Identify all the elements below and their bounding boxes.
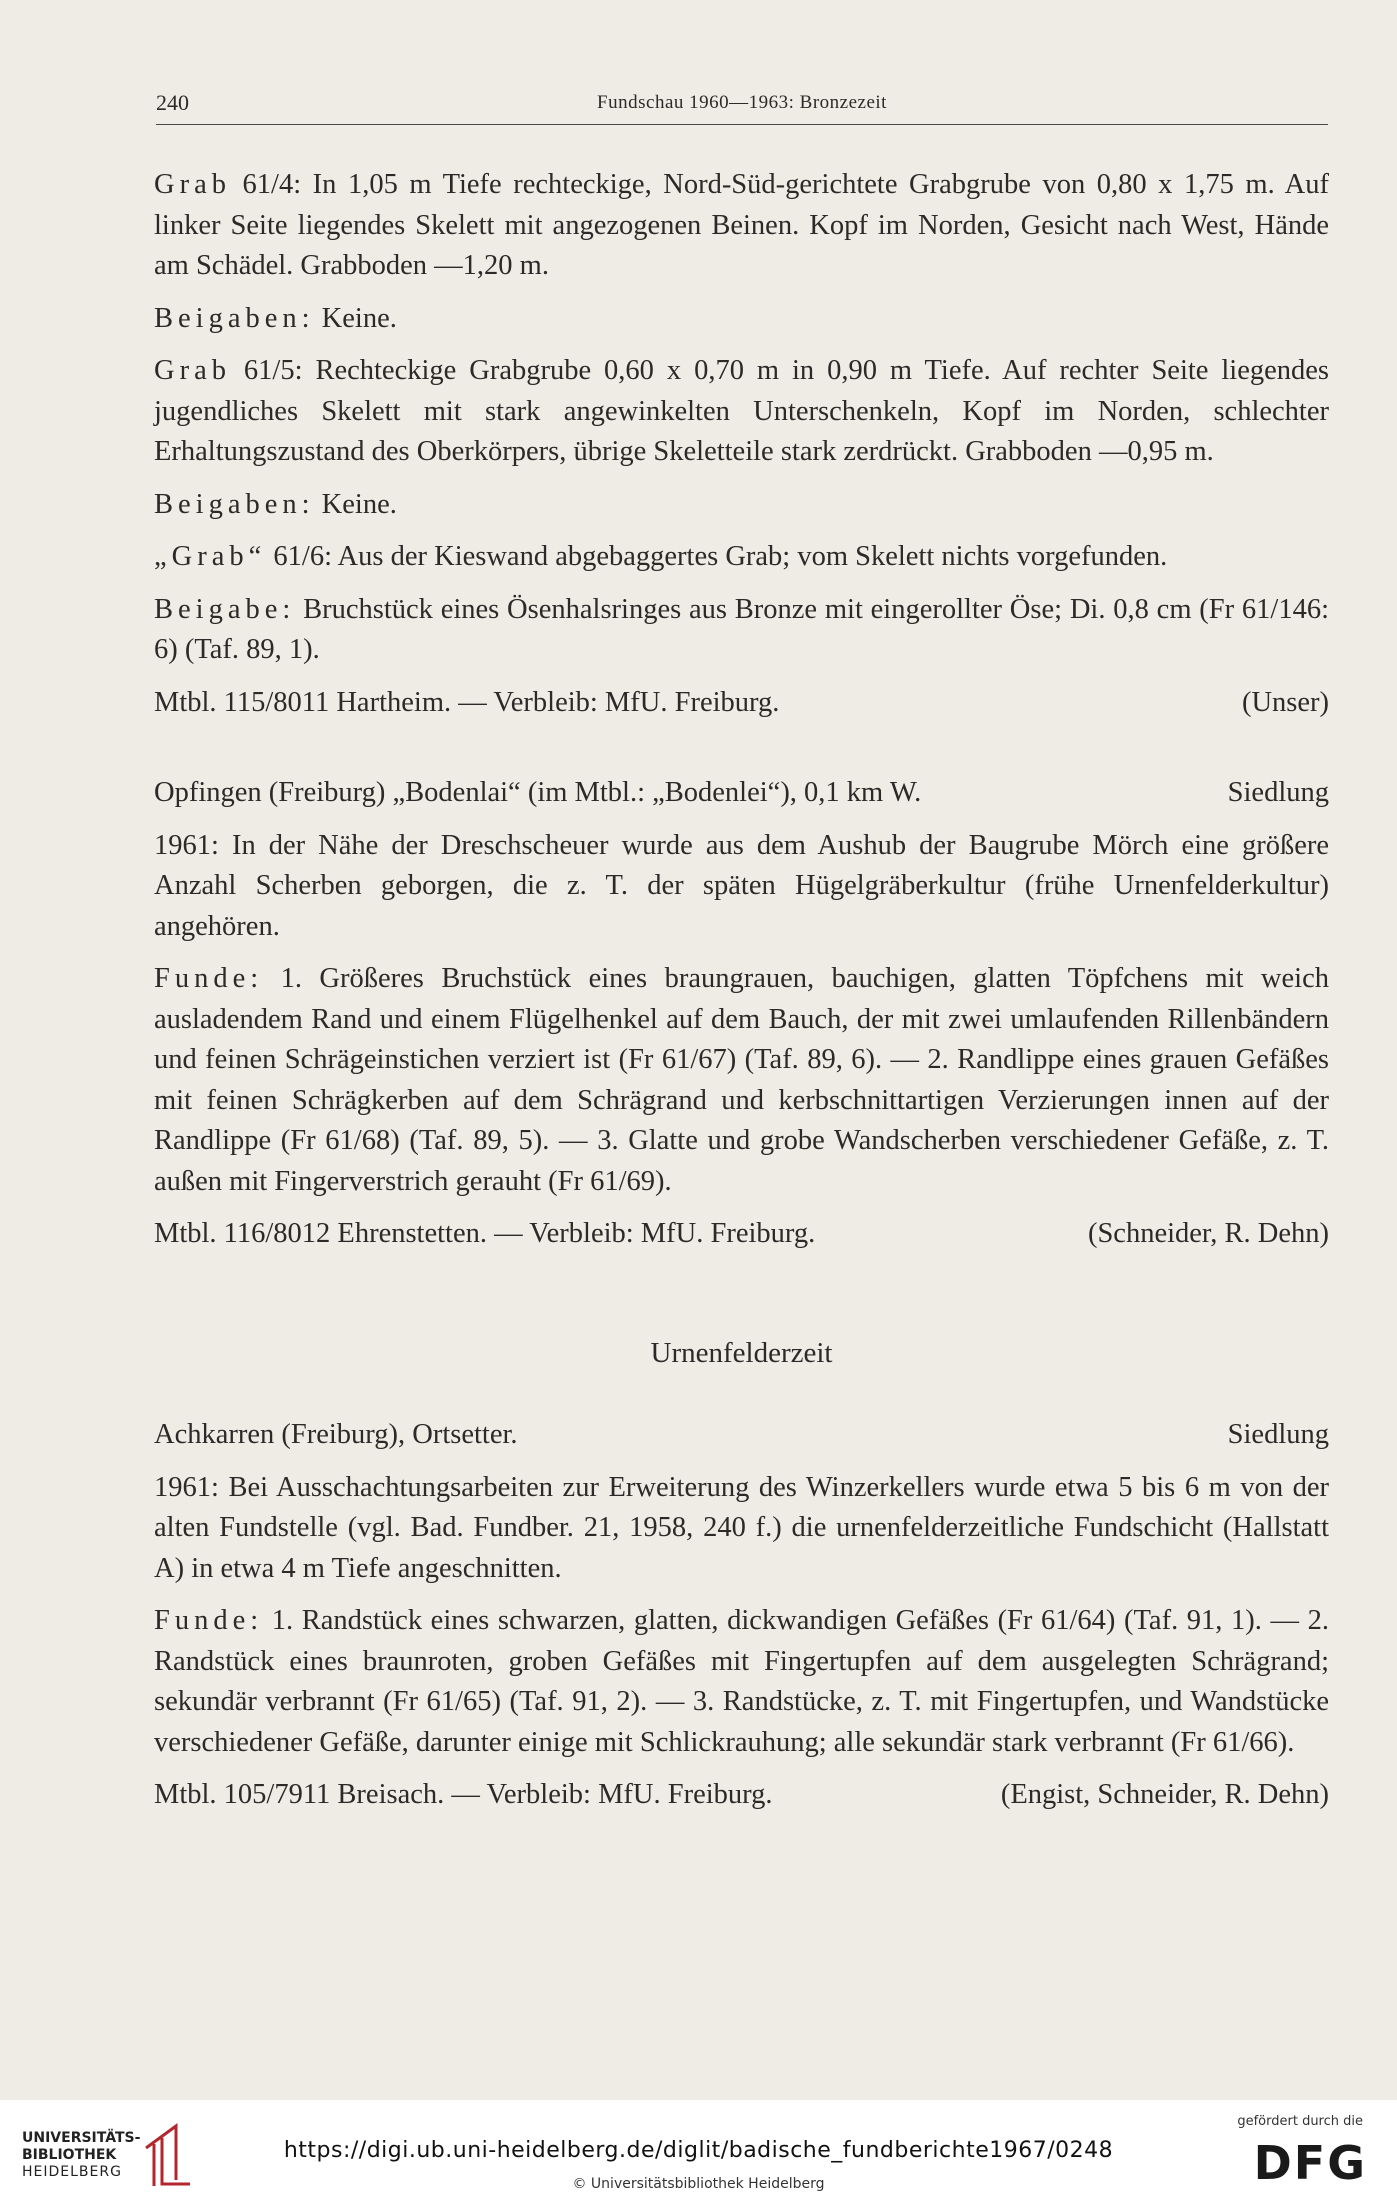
entry-label: Funde: (154, 1605, 264, 1636)
library-logo-text: UNIVERSITÄTS- BIBLIOTHEK HEIDELBERG (22, 2130, 141, 2180)
mtbl-line (154, 1775, 1329, 1816)
page-header (156, 88, 1328, 118)
paragraph-beigaben (154, 485, 1329, 526)
header-rule (156, 124, 1328, 125)
paragraph-grab-61-4 (154, 165, 1329, 287)
permalink-url[interactable]: https://digi.ub.uni-heidelberg.de/diglit/badische_fundberichte1967/0248 (283, 2138, 1114, 2163)
section-heading: Urnenfelderzeit (650, 1336, 833, 1369)
entry-text: 61/5: Rechteckige Grabgrube 0,60 x 0,70 m in 0,90 m Tiefe. Auf rechter Seite liegendes jugendliches Skelett mit stark angewinkelten Unterschenkeln, Kopf im Norden, schlechter Erhaltungszustand des Oberkörpers, übrige Skeletteile stark zerdrückt. Grabboden —0,95 m. (154, 355, 1329, 467)
site-finds (154, 1601, 1329, 1763)
paragraph-beigaben (154, 299, 1329, 340)
copyright-notice: © Universitätsbibliothek Heidelberg (572, 2176, 825, 2192)
site-report: 1961: Bei Ausschachtungsarbeiten zur Erweiterung des Winzerkellers wurde etwa 5 bis 6 m von der alten Fundstelle (vgl. Bad. Fundber. 21, 1958, 240 f.) die urnenfelderzeitliche Fundschicht (Hallstatt A) in etwa 4 m Tiefe angeschnitten. (154, 1471, 1329, 1584)
site-report: 1961: In der Nähe der Dreschscheuer wurde aus dem Aushub der Baugrube Mörch eine größere Anzahl Scherben geborgen, die z. T. der späten Hügelgräberkultur (frühe Urnenfelderkultur) angehören. (154, 829, 1329, 942)
dfg-logo: DFG (1253, 2136, 1367, 2190)
paragraph-grab-61-5 (154, 351, 1329, 473)
funder-caption: gefördert durch die (1237, 2114, 1363, 2129)
mtbl-reference: Mtbl. 105/7911 Breisach. — Verbleib: MfU. Freiburg. (154, 1779, 773, 1810)
mtbl-reference: Mtbl. 116/8012 Ehrenstetten. — Verbleib: MfU. Freiburg. (154, 1218, 816, 1249)
paragraph-grab-61-6 (154, 537, 1329, 578)
entry-text: 61/6: Aus der Kieswand abgebaggertes Grab; vom Skelett nichts vorgefunden. (266, 541, 1168, 572)
entry-label: Beigaben: (154, 488, 315, 520)
mtbl-line (154, 1214, 1329, 1255)
page-number: 240 (156, 90, 189, 115)
author-credit: (Schneider, R. Dehn) (1087, 1218, 1329, 1249)
site-location: (Freiburg) „Bodenlai“ (im Mtbl.: „Bodenlei“), 0,1 km W. (261, 777, 922, 808)
site-heading-opfingen (154, 773, 1329, 814)
site-finds (154, 959, 1329, 1202)
entry-text: Bruchstück eines Ösenhalsringes aus Bronze mit eingerollter Öse; Di. 0,8 cm (Fr 61/146: 6) (Taf. 89, 1). (154, 593, 1329, 665)
entry-label: Beigabe: (154, 593, 296, 625)
paragraph-beigabe (154, 590, 1329, 671)
entry-text: Keine. (314, 488, 397, 520)
body-text (154, 165, 1329, 1828)
running-title: Fundschau 1960—1963: Bronzezeit (597, 92, 887, 113)
site-type: Siedlung (1227, 777, 1329, 808)
entry-label: Funde: (154, 963, 264, 994)
viewer-footer (0, 2100, 1397, 2204)
author-credit: (Unser) (1241, 686, 1329, 718)
site-name: Achkarren (154, 1419, 275, 1450)
site-location: (Freiburg), Ortsetter. (274, 1419, 518, 1450)
site-type: Siedlung (1227, 1419, 1329, 1450)
entry-label: Grab (154, 355, 231, 386)
mtbl-line (154, 683, 1329, 724)
mtbl-reference: Mtbl. 115/8011 Hartheim. — Verbleib: MfU. Freiburg. (154, 686, 780, 718)
entry-text: Keine. (314, 302, 397, 334)
site-name: Opfingen (154, 777, 262, 808)
entry-label: Beigaben: (154, 302, 315, 334)
entry-text: 61/4: In 1,05 m Tiefe rechteckige, Nord-Süd-gerichtete Grabgrube von 0,80 x 1,75 m. Auf linker Seite liegendes Skelett mit angezogenen Beinen. Kopf im Norden, Gesicht nach West, Hände am Schädel. Grabboden —1,20 m. (154, 169, 1329, 281)
entry-label: „Grab“ (154, 541, 267, 572)
author-credit: (Engist, Schneider, R. Dehn) (1000, 1779, 1329, 1810)
entry-text: 1. Randstück eines schwarzen, glatten, dickwandigen Gefäßes (Fr 61/64) (Taf. 91, 1). — 2. Randstück eines braunroten, groben Gefäßes mit Fingertupfen auf dem ausgelegten Schrägrand; sekundär verbrannt (Fr 61/65) (Taf. 91, 2). — 3. Randstücke, z. T. mit Fingertupfen, und Wandstücke verschiedener Gefäße, darunter einige mit Schlickrauhung; alle sekundär stark verbrannt (Fr 61/66). (154, 1605, 1329, 1758)
entry-text: 1. Größeres Bruchstück eines braungrauen, bauchigen, glatten Töpfchens mit weich ausladendem Rand und einem Flügelhenkel auf dem Bauch, der mit zwei umlaufenden Rillenbändern und feinen Schrägeinstichen verziert ist (Fr 61/67) (Taf. 89, 6). — 2. Randlippe eines grauen Gefäßes mit feinen Schrägkerben auf dem Schrägrand und kerbschnittartigen Verzierungen innen auf der Randlippe (Fr 61/68) (Taf. 89, 5). — 3. Glatte und grobe Wandscherben verschiedener Gefäße, z. T. außen mit Fingerverstrich gerauht (Fr 61/69). (154, 963, 1329, 1197)
site-heading-achkarren (154, 1415, 1329, 1456)
entry-label: Grab (154, 169, 231, 200)
